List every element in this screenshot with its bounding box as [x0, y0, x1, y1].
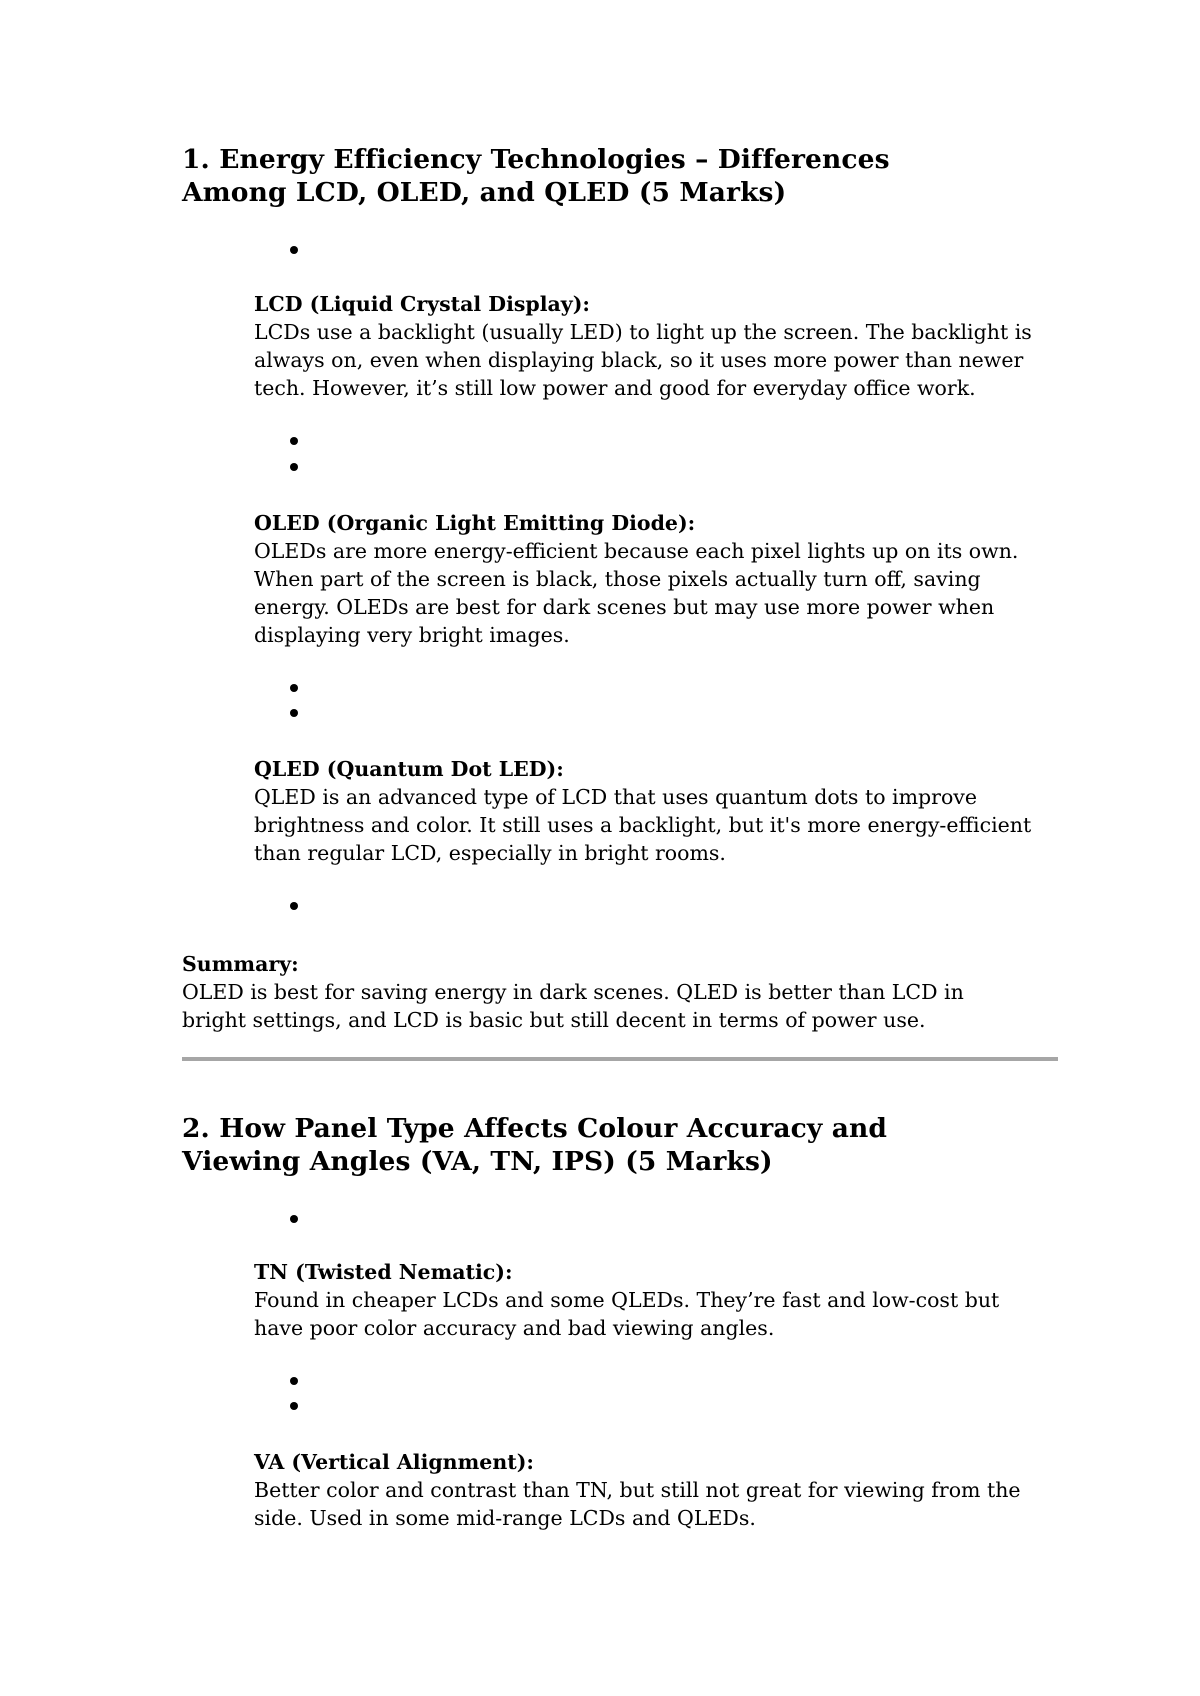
va-entry: [254, 1448, 1054, 1532]
qled-entry: [254, 755, 1054, 867]
section-1-heading: 1. Energy Efficiency Technologies – Differences Among LCD, OLED, and QLED (5 Marks): [182, 144, 890, 208]
list-bullet: [290, 1377, 298, 1385]
summary-block: [182, 950, 1002, 1034]
summary-label: Summary:: [182, 952, 299, 976]
tn-description: Found in cheaper LCDs and some QLEDs. They’re fast and low-cost but have poor color accuracy and bad viewing angles.: [254, 1288, 1000, 1340]
oled-term: OLED (Organic Light Emitting Diode):: [254, 511, 696, 535]
list-bullet: [290, 463, 298, 471]
lcd-description: LCDs use a backlight (usually LED) to light up the screen. The backlight is always on, even when displaying black, so it uses more power than newer tech. However, it’s still low power and good for everyday office work.: [254, 320, 1032, 400]
lcd-entry: [254, 290, 1054, 402]
tn-term: TN (Twisted Nematic):: [254, 1260, 513, 1284]
oled-description: OLEDs are more energy-efficient because each pixel lights up on its own. When part of the screen is black, those pixels actually turn off, saving energy. OLEDs are best for dark scenes but may use more power when displaying very bright images.: [254, 539, 1019, 647]
va-description: Better color and contrast than TN, but still not great for viewing from the side. Used in some mid-range LCDs and QLEDs.: [254, 1478, 1021, 1530]
list-bullet: [290, 709, 298, 717]
summary-text: OLED is best for saving energy in dark scenes. QLED is better than LCD in bright settings, and LCD is basic but still decent in terms of power use.: [182, 980, 964, 1032]
list-bullet: [290, 246, 298, 254]
list-bullet: [290, 1215, 298, 1223]
list-bullet: [290, 1402, 298, 1410]
tn-entry: [254, 1258, 1054, 1342]
qled-description: QLED is an advanced type of LCD that uses quantum dots to improve brightness and color. It still uses a backlight, but it's more energy-efficient than regular LCD, especially in bright rooms.: [254, 785, 1032, 865]
horizontal-divider: [182, 1057, 1058, 1061]
qled-term: QLED (Quantum Dot LED):: [254, 757, 564, 781]
section-2-heading: 2. How Panel Type Affects Colour Accuracy and Viewing Angles (VA, TN, IPS) (5 Marks): [182, 1113, 887, 1177]
va-term: VA (Vertical Alignment):: [254, 1450, 534, 1474]
oled-entry: [254, 509, 1054, 649]
list-bullet: [290, 902, 298, 910]
list-bullet: [290, 437, 298, 445]
lcd-term: LCD (Liquid Crystal Display):: [254, 292, 590, 316]
list-bullet: [290, 684, 298, 692]
